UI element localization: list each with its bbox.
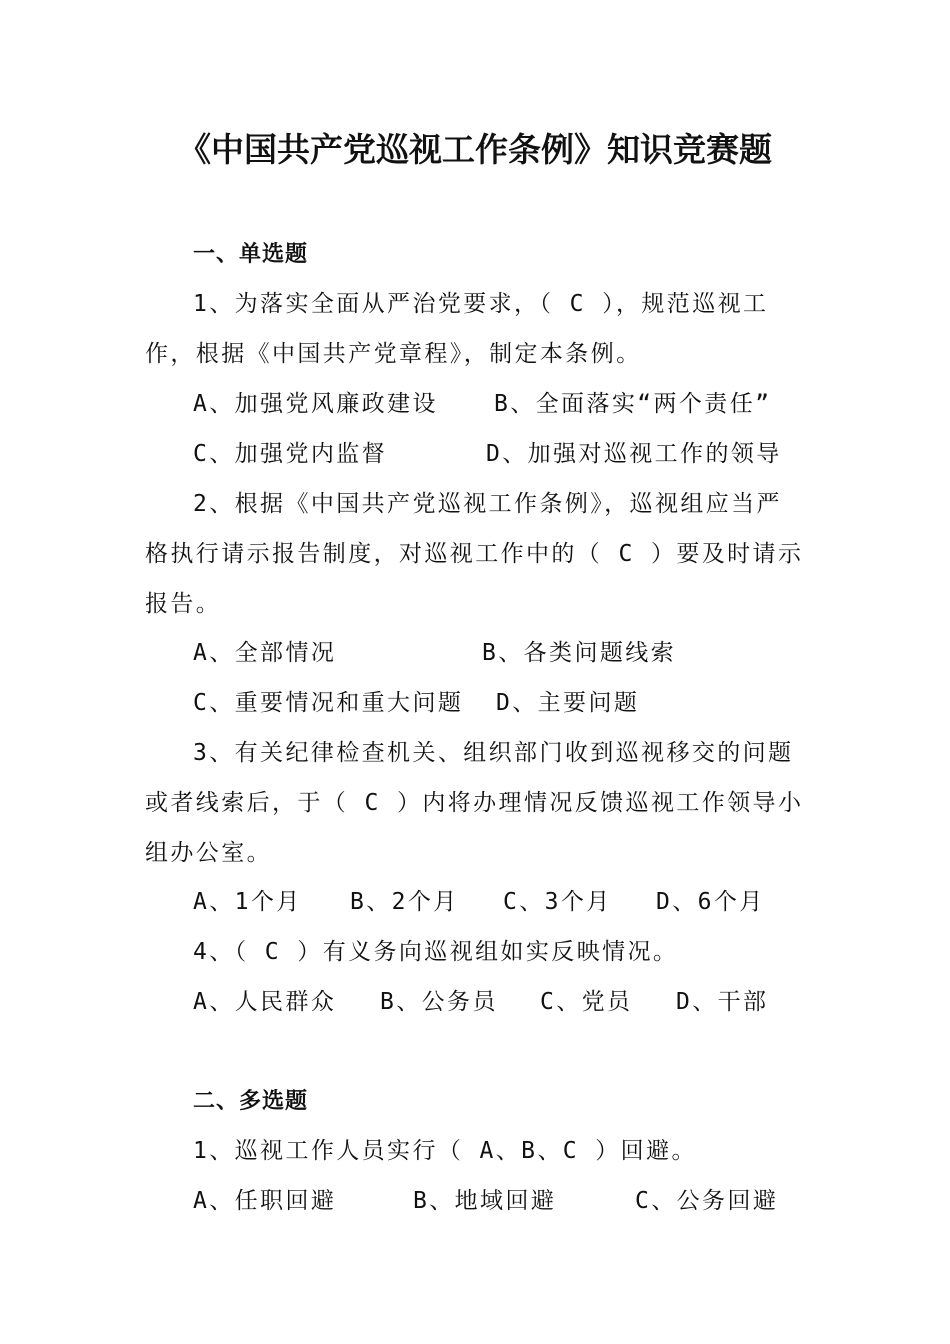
question-1-line-2: 作，根据《中国共产党章程》，制定本条例。	[145, 341, 642, 367]
question-2-line-1: 2、根据《中国共产党巡视工作条例》，巡视组应当严	[193, 491, 782, 517]
question-4-option-a: A、人民群众	[193, 989, 337, 1015]
question-4-line-1: 4、（ C ）有义务向巡视组如实反映情况。	[193, 939, 679, 965]
question-2-option-b: B、各类问题线索	[482, 640, 677, 666]
document-title: 《中国共产党巡视工作条例》知识竞赛题	[178, 130, 772, 169]
question-2-option-c: C、重要情况和重大问题	[193, 690, 464, 716]
question-1-option-b: B、全面落实“两个责任”	[494, 391, 772, 417]
question-2-line-2: 格执行请示报告制度，对巡视工作中的（ C ）要及时请示	[145, 541, 804, 567]
question-3-option-c: C、3个月	[503, 889, 612, 915]
question-2-line-3: 报告。	[145, 591, 222, 617]
question-1-line-1: 1、为落实全面从严治党要求，（ C ），规范巡视工	[193, 291, 769, 317]
multi-question-1-line-1: 1、巡视工作人员实行（ A、B、C ）回避。	[193, 1138, 697, 1164]
question-3-line-3: 组办公室。	[145, 840, 272, 866]
question-3-option-b: B、2个月	[350, 889, 459, 915]
multi-question-1-option-c: C、公务回避	[635, 1188, 779, 1214]
section-heading-multiple-choice: 二、多选题	[193, 1089, 309, 1114]
question-1-option-a: A、加强党风廉政建设	[193, 391, 438, 417]
question-1-option-c: C、加强党内监督	[193, 441, 388, 467]
multi-question-1-option-a: A、任职回避	[193, 1188, 337, 1214]
multi-question-1-option-b: B、地域回避	[413, 1188, 557, 1214]
question-3-option-a: A、1个月	[193, 889, 302, 915]
section-heading-single-choice: 一、单选题	[193, 242, 309, 267]
question-3-option-d: D、6个月	[656, 889, 765, 915]
question-2-option-a: A、全部情况	[193, 640, 337, 666]
question-1-option-d: D、加强对巡视工作的领导	[486, 441, 782, 467]
question-2-option-d: D、主要问题	[496, 690, 640, 716]
question-4-option-d: D、干部	[676, 989, 769, 1015]
question-3-line-2: 或者线索后，于（ C ）内将办理情况反馈巡视工作领导小	[145, 790, 804, 816]
question-4-option-c: C、党员	[540, 989, 633, 1015]
question-4-option-b: B、公务员	[380, 989, 498, 1015]
question-3-line-1: 3、有关纪律检查机关、组织部门收到巡视移交的问题	[193, 740, 794, 766]
